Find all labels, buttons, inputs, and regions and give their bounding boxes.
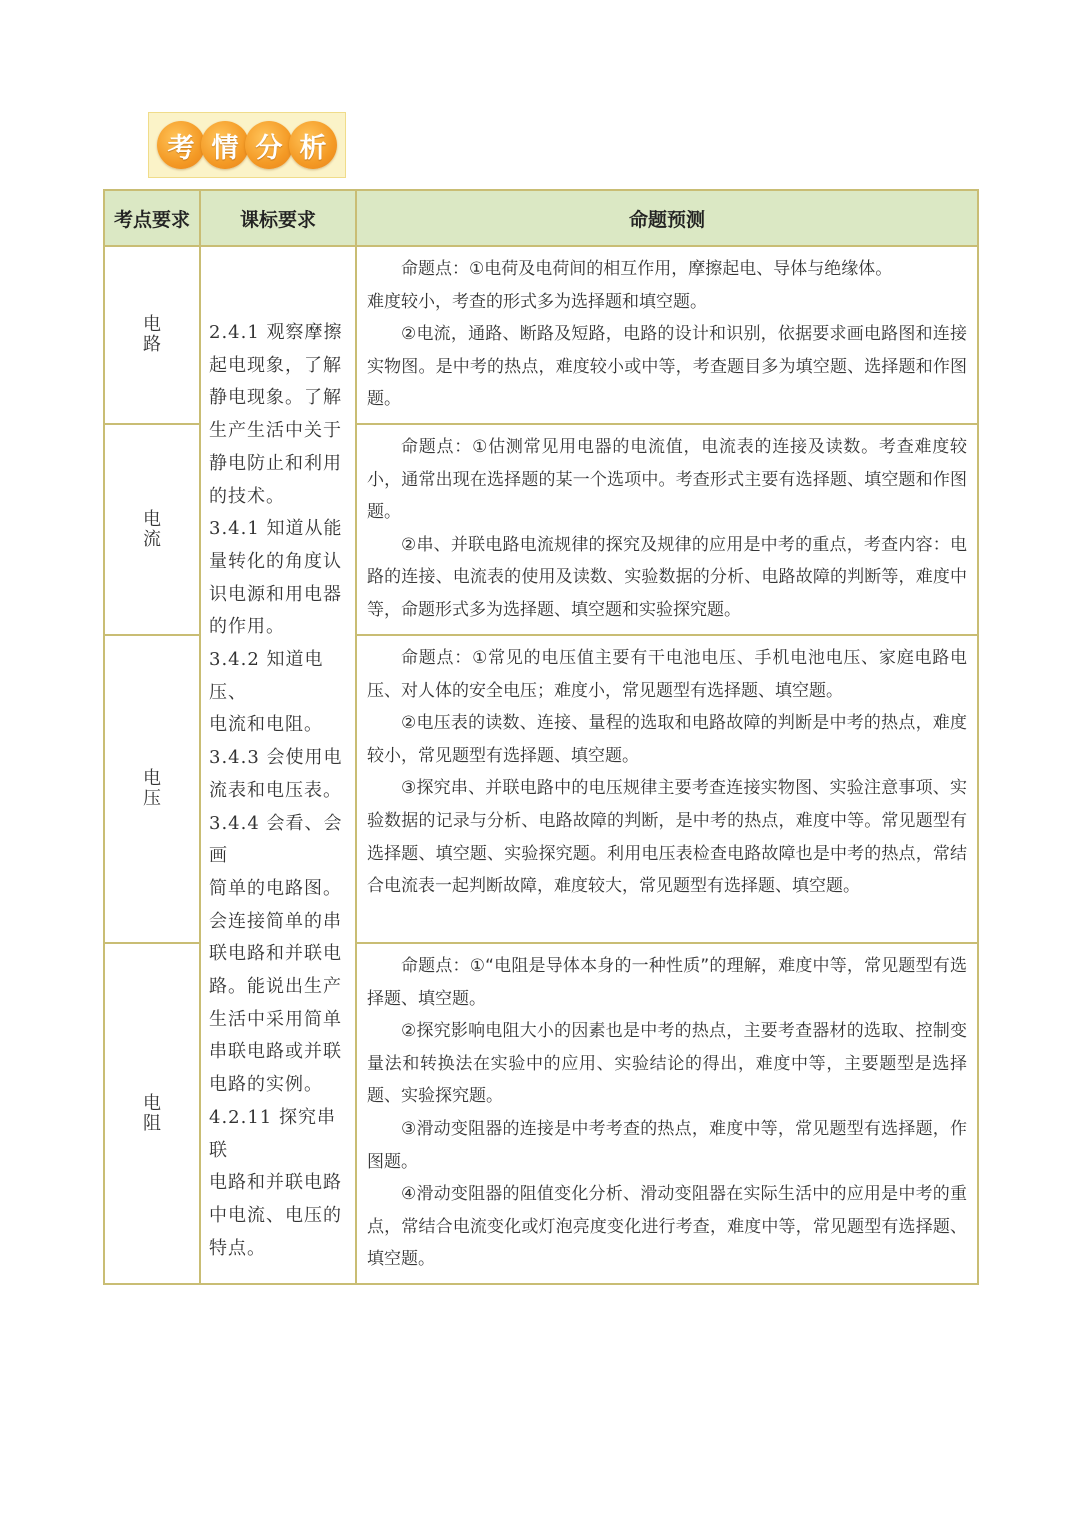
topic-circuit: 电 路 — [104, 246, 200, 424]
badge-char-2: 情 — [201, 121, 249, 169]
topic-current: 电 流 — [104, 424, 200, 635]
prediction-resistance: 命题点：①“电阻是导体本身的一种性质”的理解，难度中等，常见题型有选择题、填空题。 ②探究影响电阻大小的因素也是中考的热点，主要考查器材的选取、控制变量法和转换法在实验中的应用、实验结论的得出，难度中等，主要题型是选择题、实验探究题。 ③滑动变阻器的连接是中考考查的热点，难度中等，常见题型有选择题，作图题。 ④滑动变阻器的阻值变化分析、滑动变阻器在实际生活中的应用是中考的重点，常结合电流变化或灯泡亮度变化进行考查，难度中等，常见题型有选择题、填空题。 — [356, 943, 978, 1284]
prediction-current: 命题点：①估测常见用电器的电流值，电流表的连接及读数。考查难度较小，通常出现在选择题的某一个选项中。考查形式主要有选择题、填空题和作图题。 ②串、并联电路电流规律的探究及规律的应用是中考的重点，考查内容：电路的连接、电流表的使用及读数、实验数据的分析、电路故障的判断等，难度中等，命题形式多为选择题、填空题和实验探究题。 — [356, 424, 978, 635]
standards-text: 2.4.1 观察摩擦 起电现象，了解 静电现象。了解 生产生活中关于 静电防止和利用 的技术。 3.4.1 知道从能 量转化的角度认 识电源和用电器 的作用。 3.4.2 知道电压、 电流和电阻。 3.4.3 会使用电 流表和电压表。 3.4.4 会看、会画 简单的电路图。 会连接简单的串 联电路和并联电 路。能说出生产 生活中采用简单 串联电路或并联 电路的实例。 4.2.11 探究串联 电路和并联电路 中电流、电压的 特点。 — [209, 322, 343, 1259]
prediction-voltage: 命题点：①常见的电压值主要有干电池电压、手机电池电压、家庭电路电压、对人体的安全电压；难度小，常见题型有选择题、填空题。 ②电压表的读数、连接、量程的选取和电路故障的判断是中考的热点，难度较小，常见题型有选择题、填空题。 ③探究串、并联电路中的电压规律主要考查连接实物图、实验注意事项、实验数据的记录与分析、电路故障的判断，是中考的热点，难度中等。常见题型有选择题、填空题、实验探究题。利用电压表检查电路故障也是中考的热点，常结合电流表一起判断故障，难度较大，常见题型有选择题、填空题。 — [356, 635, 978, 943]
badge-char-3: 分 — [245, 121, 293, 169]
header-prediction: 命题预测 — [356, 190, 978, 246]
table-row — [104, 246, 978, 424]
topic-voltage: 电 压 — [104, 635, 200, 943]
badge-char-4: 析 — [289, 121, 337, 169]
analysis-table — [103, 189, 979, 1285]
header-topic: 考点要求 — [104, 190, 200, 246]
section-badge — [148, 112, 346, 178]
header-standard: 课标要求 — [200, 190, 356, 246]
standards-cell — [200, 246, 356, 1284]
badge-char-1: 考 — [157, 121, 205, 169]
prediction-circuit: 命题点：①电荷及电荷间的相互作用，摩擦起电、导体与绝缘体。 难度较小，考查的形式多为选择题和填空题。 ②电流，通路、断路及短路，电路的设计和识别，依据要求画电路图和连接实物图。是中考的热点，难度较小或中等，考查题目多为填空题、选择题和作图题。 — [356, 246, 978, 424]
topic-resistance: 电 阻 — [104, 943, 200, 1284]
table-header-row — [104, 190, 978, 246]
